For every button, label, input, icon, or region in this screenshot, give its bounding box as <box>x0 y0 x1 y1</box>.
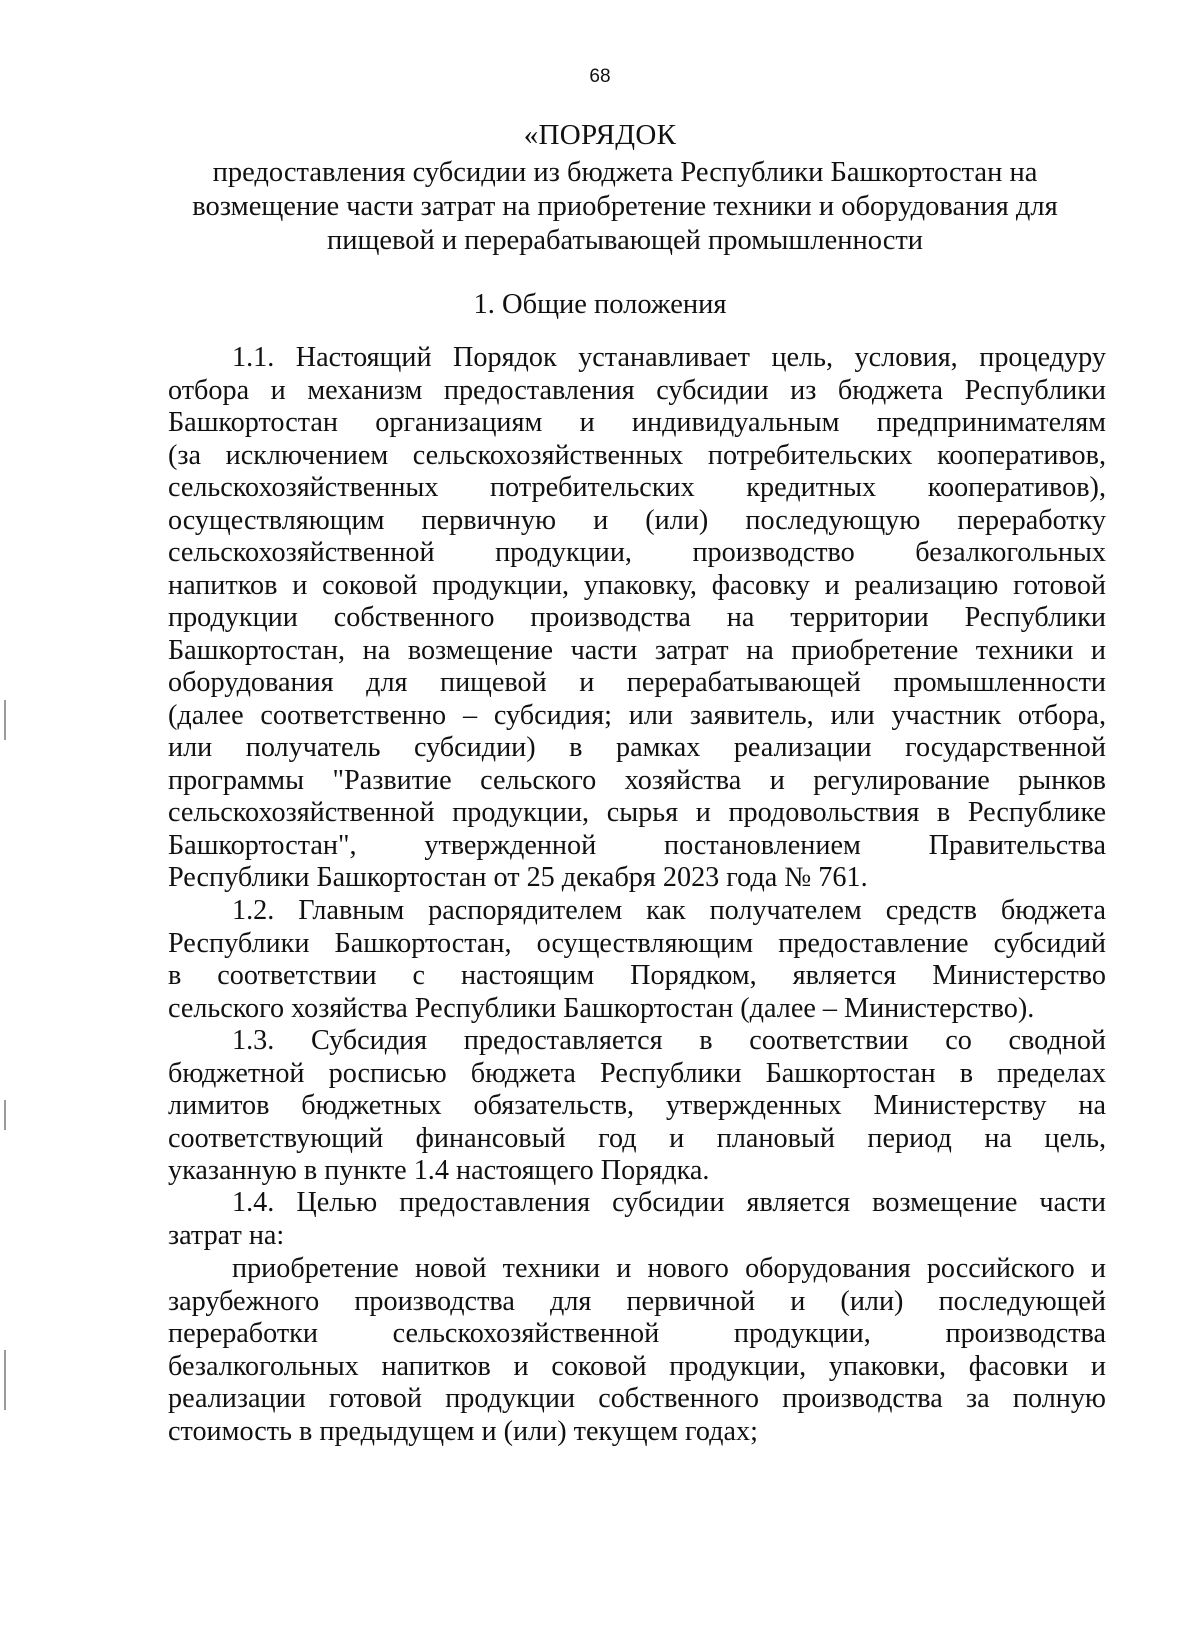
paragraph-line: сельскохозяйственной продукции, сырья и продовольствия в Республике <box>168 797 1106 828</box>
paragraph-line: или получатель субсидии) в рамках реализации государственной <box>168 732 1106 763</box>
paragraph-line: 1.2. Главным распорядителем как получателем средств бюджета <box>232 895 1106 926</box>
paragraph-line: 1.3. Субсидия предоставляется в соответствии со сводной <box>232 1025 1106 1056</box>
paragraph-line: сельского хозяйства Республики Башкортостан (далее – Министерство). <box>168 992 1035 1024</box>
document-subtitle <box>150 156 1100 258</box>
paragraph-1-2 <box>168 895 1106 1025</box>
paragraph-line: Башкортостан, на возмещение части затрат на приобретение техники и <box>168 634 1106 666</box>
scan-edge-mark <box>4 1100 6 1130</box>
subtitle-line: пищевой и перерабатывающей промышленности <box>326 225 924 256</box>
paragraph-line: Республики Башкортостан, осуществляющим предоставление субсидий <box>168 927 1106 959</box>
subtitle-line: возмещение части затрат на приобретение техники и оборудования для <box>192 191 1058 222</box>
paragraph-line: (за исключением сельскохозяйственных потребительских кооперативов, <box>168 439 1106 471</box>
paragraph-line: (далее соответственно – субсидия; или заявитель, или участник отбора, <box>168 699 1106 731</box>
paragraph-line: указанную в пункте 1.4 настоящего Порядка. <box>168 1155 710 1186</box>
scan-edge-mark <box>4 700 6 740</box>
paragraph-line: сельскохозяйственной продукции, производство безалкогольных <box>168 537 1106 568</box>
paragraph-line: соответствующий финансовый год и плановый период на цель, <box>168 1122 1106 1154</box>
paragraph-line: лимитов бюджетных обязательств, утвержденных Министерству на <box>168 1090 1106 1121</box>
paragraph-line: программы "Развитие сельского хозяйства и регулирование рынков <box>168 764 1106 796</box>
page-number: 68 <box>589 66 611 87</box>
paragraph-line: отбора и механизм предоставления субсидии из бюджета Республики <box>168 374 1106 406</box>
paragraph-line: напитков и соковой продукции, упаковку, фасовку и реализацию готовой <box>168 569 1106 601</box>
paragraph-line: приобретение новой техники и нового оборудования российского и <box>232 1253 1106 1284</box>
paragraph-1-3 <box>168 1025 1106 1188</box>
paragraph-1-4-item <box>168 1253 1106 1448</box>
paragraph-line: продукции собственного производства на территории Республики <box>168 602 1106 633</box>
paragraph-line: Башкортостан", утвержденной постановлением Правительства <box>168 829 1106 861</box>
paragraph-line: стоимость в предыдущем и (или) текущем годах; <box>168 1415 758 1447</box>
paragraph-line: оборудования для пищевой и перерабатывающей промышленности <box>168 667 1106 698</box>
section-heading: 1. Общие положения <box>473 289 727 320</box>
paragraph-line: бюджетной росписью бюджета Республики Башкортостан в пределах <box>168 1057 1106 1089</box>
paragraph-line: безалкогольных напитков и соковой продукции, упаковки, фасовки и <box>168 1350 1106 1382</box>
document-title: «ПОРЯДОК <box>523 119 677 151</box>
paragraph-line: в соответствии с настоящим Порядком, является Министерство <box>168 960 1106 991</box>
subtitle-line: предоставления субсидии из бюджета Республики Башкортостан на <box>212 157 1038 188</box>
paragraph-1-4 <box>168 1187 1106 1252</box>
scan-edge-mark <box>4 1350 6 1410</box>
paragraph-line: Башкортостан организациям и индивидуальным предпринимателям <box>168 407 1106 438</box>
paragraph-1-1 <box>168 342 1106 895</box>
paragraph-line: Республики Башкортостан от 25 декабря 2023 года № 761. <box>168 862 868 893</box>
paragraph-line: осуществляющим первичную и (или) последующую переработку <box>168 504 1106 536</box>
paragraph-line: переработки сельскохозяйственной продукции, производства <box>168 1318 1106 1349</box>
paragraph-line: реализации готовой продукции собственного производства за полную <box>168 1383 1106 1414</box>
paragraph-line: сельскохозяйственных потребительских кредитных кооперативов), <box>168 472 1106 503</box>
paragraph-line: зарубежного производства для первичной и (или) последующей <box>168 1285 1106 1317</box>
paragraph-line: 1.4. Целью предоставления субсидии является возмещение части <box>232 1187 1106 1218</box>
paragraph-line: затрат на: <box>168 1219 285 1251</box>
paragraph-line: 1.1. Настоящий Порядок устанавливает цель, условия, процедуру <box>232 342 1106 373</box>
